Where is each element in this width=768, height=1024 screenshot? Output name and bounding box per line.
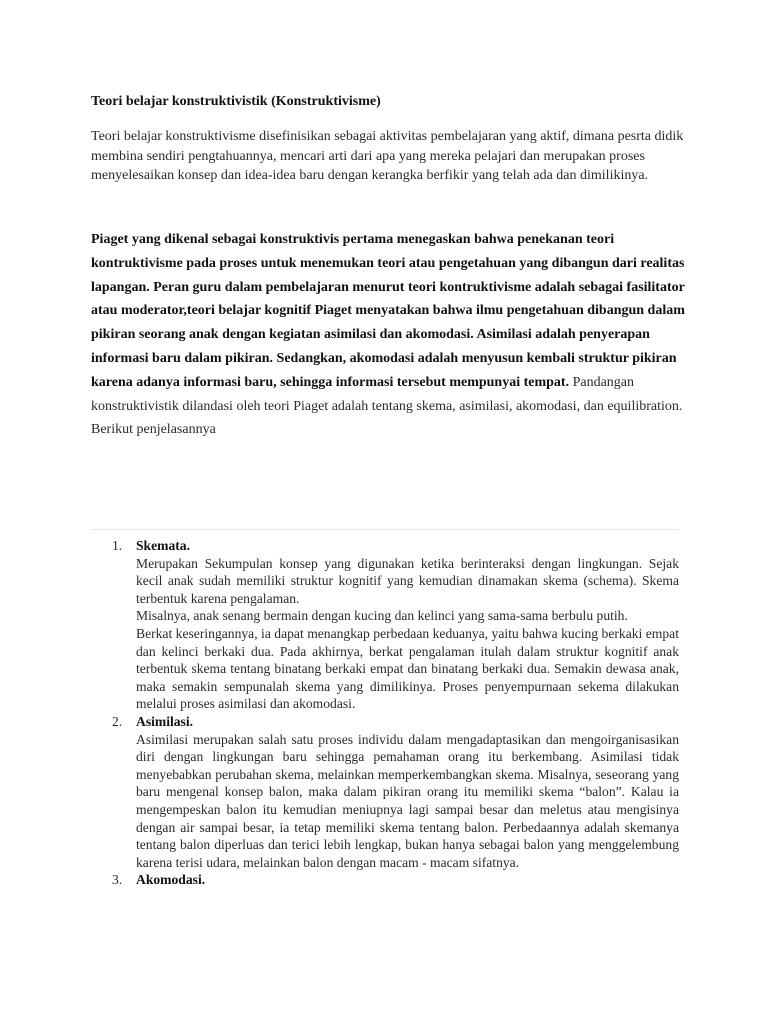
divider (91, 529, 679, 530)
list-paragraph: Merupakan Sekumpulan konsep yang digunakan ketika berinteraksi dengan lingkungan. Sejak kecil anak sudah memiliki struktur kognitif yang kemudian dinamakan skema (schema). Skema terbentuk karena pengalaman. (136, 555, 679, 606)
list-number: 2. (112, 713, 123, 729)
list-item-akomodasi (96, 871, 679, 889)
piaget-paragraph (91, 228, 691, 442)
list-paragraph: Berkat keseringannya, ia dapat menangkap perbedaan keduanya, yaitu bahwa kucing berkaki empat dan kelinci berkaki dua. Pada akhirnya, berkat pengalaman itulah dalam struktur kognitif anak terbentuk skema tentang binatang berkaki empat dan binatang berkaki dua. Semakin dewasa anak, maka semakin sempunalah skema yang dimilikinya. Proses penyempurnaan sekema dilakukan melalui proses asimilasi dan akomodasi. (136, 625, 679, 712)
list-heading: Skemata. (136, 538, 190, 553)
list-heading: Asimilasi. (136, 713, 194, 729)
intro-paragraph: Teori belajar konstruktivisme disefinisikan sebagai aktivitas pembelajaran yang aktif, dimana pesrta didik membina sendiri pengtahuannya, mencari arti dari apa yang mereka pelajari dan merupakan proses menyelesaikan konsep dan idea-idea baru dengan kerangka berfikir yang telah ada dan dimilikinya. (91, 129, 684, 184)
list-paragraph: Misalnya, anak senang bermain dengan kucing dan kelinci yang sama-sama berbulu putih. (136, 608, 628, 624)
list-paragraph: Asimilasi merupakan salah satu proses individu dalam mengadaptasikan dan mengoirganisasikan diri dengan lingkungan baru sehingga pemahaman orang itu berkembang. Asimilasi tidak menyebabkan perubahan skema, melainkan memperkembangkan skema. Misalnya, seseorang yang baru mengenal konsep balon, maka dalam pikiran orang itu memiliki skema “balon”. Kalau ia mengempeskan balon itu kemudian meniupnya lagi sampai besar dan meletus atau mengisinya dengan air sampai besar, ia tetap memiliki skema tentang balon. Perbedaannya adalah skemanya tentang balon diperluas dan terici lebih lengkap, bukan hanya sebagai balon yang menggelembung karena terisi udara, melainkan balon dengan macam - macam sifatnya. (136, 731, 679, 870)
concept-list (96, 537, 679, 889)
piaget-paragraph-normal: Pandangan konstruktivistik dilandasi oleh teori Piaget adalah tentang skema, asimilasi, akomodasi, dan equilibration. Berikut penjelasannya (91, 374, 683, 438)
list-number: 1. (112, 538, 123, 553)
list-item-asimilasi (96, 713, 679, 871)
list-heading: Akomodasi. (136, 872, 206, 888)
piaget-paragraph-bold: Piaget yang dikenal sebagai konstruktivis pertama menegaskan bahwa penekanan teori kontruktivisme pada proses untuk menemukan teori atau pengetahuan yang dibangun dari realitas lapangan. Peran guru dalam pembelajaran menurut teori kontruktivisme adalah sebagai fasilitator atau moderator,teori belajar kognitif Piaget menyatakan bahwa ilmu pengetahuan dibangun dalam pikiran seorang anak dengan kegiatan asimilasi dan akomodasi. Asimilasi adalah penyerapan informasi baru dalam pikiran. Sedangkan, akomodasi adalah menyusun kembali struktur pikiran karena adanya informasi baru, sehingga informasi tersebut mempunyai tempat. (91, 232, 685, 390)
list-number: 3. (112, 872, 123, 888)
list-item-skemata (96, 537, 679, 713)
document-title: Teori belajar konstruktivistik (Konstruktivisme) (91, 94, 381, 109)
